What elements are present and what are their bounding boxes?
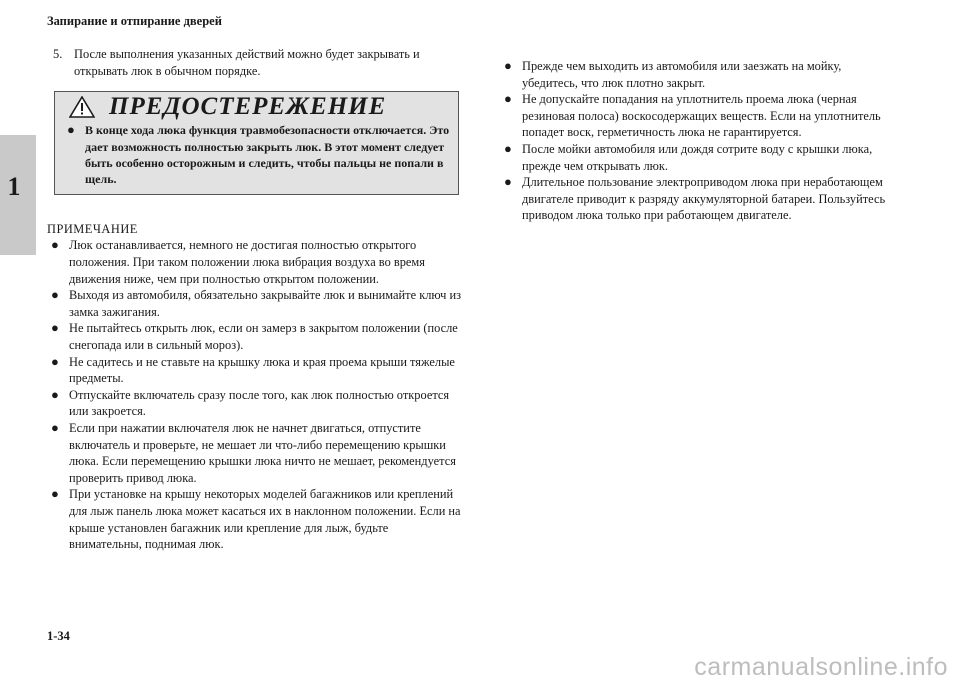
list-item bbox=[500, 91, 900, 141]
warning-item-text: В конце хода люка функция травмобезопасности отключается. Это дает возможность полностью закрыть люк. В этот момент следует быть особенно осторожным и следить, чтобы пальцы не попали в щель. bbox=[85, 123, 450, 187]
warning-triangle-icon bbox=[69, 96, 95, 118]
watermark: carmanualsonline.info bbox=[694, 653, 948, 681]
bullet-icon: ● bbox=[51, 237, 59, 253]
list-item bbox=[500, 174, 900, 224]
bullet-icon: ● bbox=[51, 287, 59, 303]
bullet-icon: ● bbox=[504, 58, 512, 73]
list-item bbox=[47, 420, 462, 486]
chapter-number: 1 bbox=[7, 172, 21, 201]
left-column bbox=[47, 46, 462, 553]
list-item bbox=[47, 320, 462, 353]
list-item-text: Отпускайте включатель сразу после того, как люк полностью откроется или закроется. bbox=[69, 387, 450, 419]
list-item-text: После мойки автомобиля или дождя сотрите воду с крышки люка, прежде чем открывать люк. bbox=[522, 141, 873, 173]
step-number: 5. bbox=[53, 47, 63, 61]
bullet-icon: ● bbox=[51, 386, 59, 402]
list-item-text: Если при нажатии включателя люк не начнет двигаться, отпустите включатель и проверьте, не мешает ли что-либо перемещению крышки люка. Если перемещению крышки люка ничто не мешает, рекомендуется проверить привод люка. bbox=[69, 420, 456, 485]
list-item-text: Выходя из автомобиля, обязательно закрывайте люк и вынимайте ключ из замка зажигания. bbox=[69, 288, 462, 319]
warning-item bbox=[63, 122, 450, 188]
list-item-text: Люк останавливается, немного не достигая полностью открытого положения. При таком положении люка вибрация воздуха во время движения ниже, чем при полностью открытом положении. bbox=[69, 238, 425, 286]
list-item-text: Не садитесь и не ставьте на крышку люка и края проема крыши тяжелые предметы. bbox=[69, 354, 455, 386]
note-title: ПРИМЕЧАНИЕ bbox=[47, 221, 138, 236]
list-item bbox=[500, 141, 900, 174]
warning-header bbox=[69, 92, 450, 120]
list-item bbox=[47, 354, 462, 387]
bullet-icon: ● bbox=[67, 122, 75, 138]
right-column bbox=[500, 58, 900, 224]
bullet-icon: ● bbox=[504, 91, 512, 107]
bullet-icon: ● bbox=[51, 353, 59, 369]
bullet-icon: ● bbox=[504, 174, 512, 190]
list-item-text: Прежде чем выходить из автомобиля или заезжать на мойку, убедитесь, что люк плотно закрыт. bbox=[522, 59, 842, 90]
list-item bbox=[500, 58, 900, 91]
step-text: После выполнения указанных действий можно будет закрывать и открывать люк в обычном порядке. bbox=[74, 47, 420, 78]
page-header: Запирание и отпирание дверей bbox=[47, 14, 222, 28]
warning-title: ПРЕДОСТЕРЕЖЕНИЕ bbox=[109, 92, 387, 120]
warning-box bbox=[54, 91, 459, 195]
list-item bbox=[47, 486, 462, 552]
bullet-icon: ● bbox=[504, 140, 512, 156]
bullet-icon: ● bbox=[51, 320, 59, 336]
bullet-icon: ● bbox=[51, 419, 59, 435]
page-number: 1-34 bbox=[47, 629, 70, 643]
list-item-text: При установке на крышу некоторых моделей багажников или креплений для лыж панель люка может касаться их в наклонном положении. Если на крыше установлен багажник или крепление для лыж, будьте внимательны, поднимая люк. bbox=[69, 487, 461, 552]
list-item-text: Длительное пользование электроприводом люка при неработающем двигателе приводит к разряду аккумуляторной батареи. Пользуйтесь приводом люка только при работающем двигателе. bbox=[522, 175, 886, 223]
list-item-text: Не пытайтесь открыть люк, если он замерз в закрытом положении (после снегопада или в сильный мороз). bbox=[69, 321, 458, 352]
note-list bbox=[47, 237, 462, 552]
step-5 bbox=[47, 46, 462, 79]
list-item bbox=[47, 237, 462, 287]
bullet-icon: ● bbox=[51, 486, 59, 502]
list-item bbox=[47, 287, 462, 320]
list-item-text: Не допускайте попадания на уплотнитель проема люка (черная резиновая полоса) воскосодержащих веществ. Если на уплотнитель попадет воск, герметичность люка не гарантируется. bbox=[522, 92, 881, 140]
list-item bbox=[47, 387, 462, 420]
